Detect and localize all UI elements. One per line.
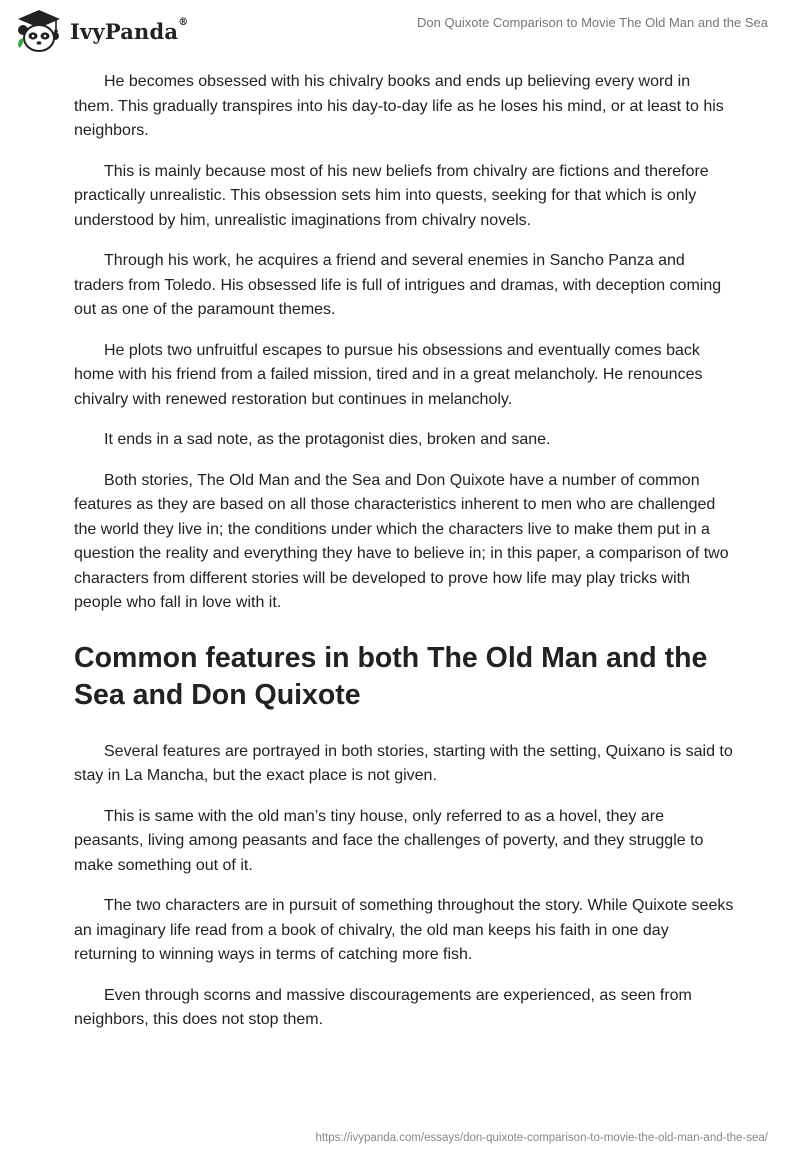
paragraph: Both stories, The Old Man and the Sea and Don Quixote have a number of common features as they are based on all those characteristics inherent to men who are challenged the world they live in; the conditions under which the characters live to make them put in a question the reality and everything they have to believe in; in this paper, a comparison of two characters from different stories will be developed to prove how life may play tricks with people who fall in love with it. [74, 471, 729, 611]
paragraph: Even through scorns and massive discouragements are experienced, as seen from neighbors, this does not stop them. [74, 986, 692, 1028]
paragraph: He becomes obsessed with his chivalry books and ends up believing every word in them. This gradually transpires into his day-to-day life as he loses his mind, or at least to his neighbors. [74, 73, 724, 139]
section-heading: Common features in both The Old Man and the Sea and Don Quixote [74, 641, 708, 711]
page-header [0, 0, 800, 64]
panda-graduate-icon [14, 8, 64, 54]
paragraph: He plots two unfruitful escapes to pursue his obsessions and eventually comes back home with his friend from a failed mission, tired and in a great melancholy. He renounces chivalry with renewed restoration but continues in melancholy. [74, 341, 703, 408]
source-url[interactable]: https://ivypanda.com/essays/don-quixote-comparison-to-movie-the-old-man-and-the-sea/ [315, 1132, 768, 1144]
paragraph: Through his work, he acquires a friend and several enemies in Sancho Panza and traders from Toledo. His obsessed life is full of intrigues and dramas, with deception coming out as one of the paramount themes. [74, 252, 722, 318]
essay-body [74, 70, 734, 1049]
brand-name: IvyPanda® [70, 16, 189, 44]
paragraph: The two characters are in pursuit of something throughout the story. While Quixote seeks an imaginary life read from a book of chivalry, the old man keeps his faith in one day returning to winning ways in terms of catching more fish. [74, 897, 734, 963]
brand-logo[interactable] [14, 8, 188, 54]
paragraph: This is mainly because most of his new beliefs from chivalry are fictions and therefore practically unrealistic. This obsession sets him into quests, seeking for that which is only understood by him, unrealistic imaginations from chivalry novels. [74, 162, 709, 229]
paragraph: Several features are portrayed in both stories, starting with the setting, Quixano is said to stay in La Mancha, but the exact place is not given. [74, 742, 733, 784]
paragraph: This is same with the old man’s tiny house, only referred to as a hovel, they are peasants, living among peasants and face the challenges of poverty, and they struggle to make something out of it. [74, 807, 704, 874]
paragraph: It ends in a sad note, as the protagonist dies, broken and sane. [104, 431, 551, 448]
document-title: Don Quixote Comparison to Movie The Old Man and the Sea [417, 15, 768, 30]
